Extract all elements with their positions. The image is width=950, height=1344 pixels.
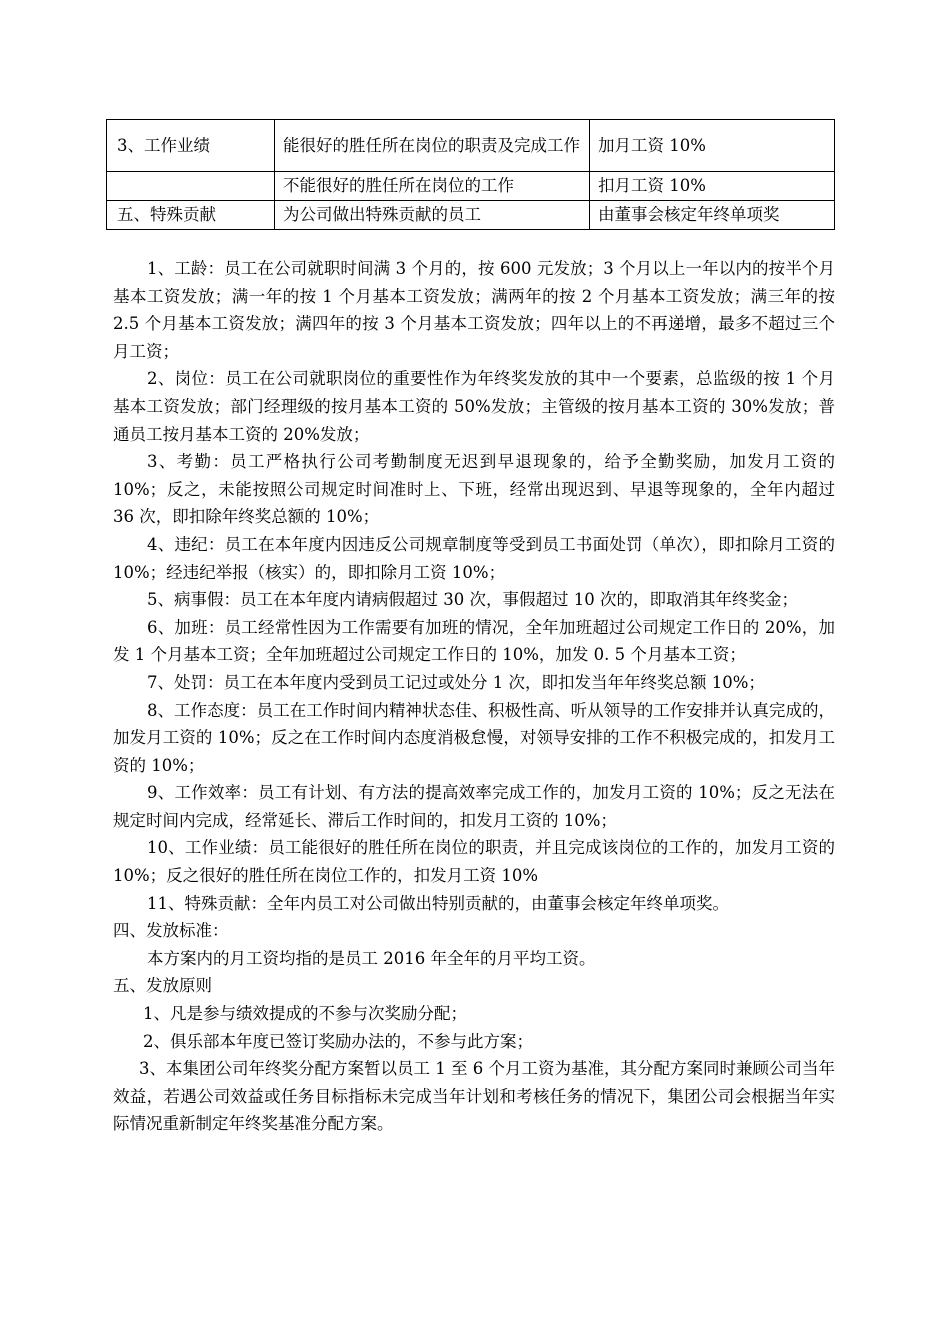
table-cell: 3、工作业绩 bbox=[107, 120, 275, 172]
table-row bbox=[107, 201, 835, 230]
table-cell: 能很好的胜任所在岗位的职责及完成工作 bbox=[275, 120, 590, 172]
paragraph-special-contribution: 11、特殊贡献：全年内员工对公司做出特别贡献的，由董事会核定年终单项奖。 bbox=[147, 893, 729, 913]
paragraph-attendance: 3、考勤：员工严格执行公司考勤制度无迟到早退现象的，给予全勤奖励，加发月工资的 10%；反之，未能按照公司规定时间准时上、下班，经常出现迟到、早退等现象的，全年内超过 36 次，即扣除年终奖总额的 10%； bbox=[113, 452, 835, 527]
table-cell: 不能很好的胜任所在岗位的工作 bbox=[275, 172, 590, 201]
paragraph-discipline: 4、违纪：员工在本年度内因违反公司规章制度等受到员工书面处罚（单次），即扣除月工资的 10%；经违纪举报（核实）的，即扣除月工资 10%； bbox=[113, 534, 835, 582]
criteria-table bbox=[106, 119, 835, 230]
paragraph-leave: 5、病事假：员工在本年度内请病假超过 30 次，事假超过 10 次的，即取消其年终奖金； bbox=[147, 590, 798, 610]
section-heading-principles: 五、发放原则 bbox=[113, 976, 212, 996]
paragraph-position: 2、岗位：员工在公司就职岗位的重要性作为年终奖发放的其中一个要素，总监级的按 1 个月基本工资发放；部门经理级的按月基本工资的 50%发放；主管级的按月基本工资的 30%发放；普通员工按月基本工资的 20%发放； bbox=[113, 369, 835, 444]
table-row bbox=[107, 172, 835, 201]
table-cell: 由董事会核定年终单项奖 bbox=[590, 201, 835, 230]
table-cell: 加月工资 10% bbox=[590, 120, 835, 172]
table-cell bbox=[107, 172, 275, 201]
paragraph-overtime: 6、加班：员工经常性因为工作需要有加班的情况，全年加班超过公司规定工作日的 20%，加发 1 个月基本工资；全年加班超过公司规定工作日的 10%，加发 0. 5 个月基本工资； bbox=[113, 617, 835, 665]
table-cell: 五、特殊贡献 bbox=[107, 201, 275, 230]
paragraph-standard: 本方案内的月工资均指的是员工 2016 年全年的月平均工资。 bbox=[147, 948, 596, 968]
body-text bbox=[113, 255, 835, 1138]
paragraph-performance: 10、工作业绩：员工能很好的胜任所在岗位的职责，并且完成该岗位的工作的，加发月工资的 10%；反之很好的胜任所在岗位工作的，扣发月工资 10% bbox=[113, 838, 835, 886]
table-cell: 为公司做出特殊贡献的员工 bbox=[275, 201, 590, 230]
section-heading-standard: 四、发放标准： bbox=[113, 921, 229, 941]
paragraph-principle-3: 3、本集团公司年终奖分配方案暂以员工 1 至 6 个月工资为基准，其分配方案同时兼顾公司当年效益，若遇公司效益或任务目标指标未完成当年计划和考核任务的情况下，集团公司会根据当年实际情况重新制定年终奖基准分配方案。 bbox=[113, 1059, 835, 1134]
paragraph-penalty: 7、处罚：员工在本年度内受到员工记过或处分 1 次，即扣发当年年终奖总额 10%； bbox=[147, 672, 765, 692]
paragraph-efficiency: 9、工作效率：员工有计划、有方法的提高效率完成工作的，加发月工资的 10%；反之无法在规定时间内完成，经常延长、滞后工作时间的，扣发月工资的 10%； bbox=[113, 783, 835, 830]
table-row bbox=[107, 120, 835, 172]
paragraph-principle-2: 2、俱乐部本年度已签订奖励办法的，不参与此方案； bbox=[143, 1031, 533, 1051]
paragraph-principle-1: 1、凡是参与绩效提成的不参与次奖励分配； bbox=[143, 1004, 467, 1024]
table-cell: 扣月工资 10% bbox=[590, 172, 835, 201]
paragraph-seniority: 1、工龄：员工在公司就职时间满 3 个月的，按 600 元发放；3 个月以上一年以内的按半个月基本工资发放；满一年的按 1 个月基本工资发放；满两年的按 2 个月基本工资发放；满三年的按 2.5 个月基本工资发放；满四年的按 3 个月基本工资发放；四年以上的不再递增，最多不超过三个月工资； bbox=[113, 259, 835, 361]
paragraph-attitude: 8、工作态度：员工在工作时间内精神状态佳、积极性高、听从领导的工作安排并认真完成的，加发月工资的 10%；反之在工作时间内态度消极怠慢，对领导安排的工作不积极完成的，扣发月工资的 10%； bbox=[113, 700, 835, 775]
